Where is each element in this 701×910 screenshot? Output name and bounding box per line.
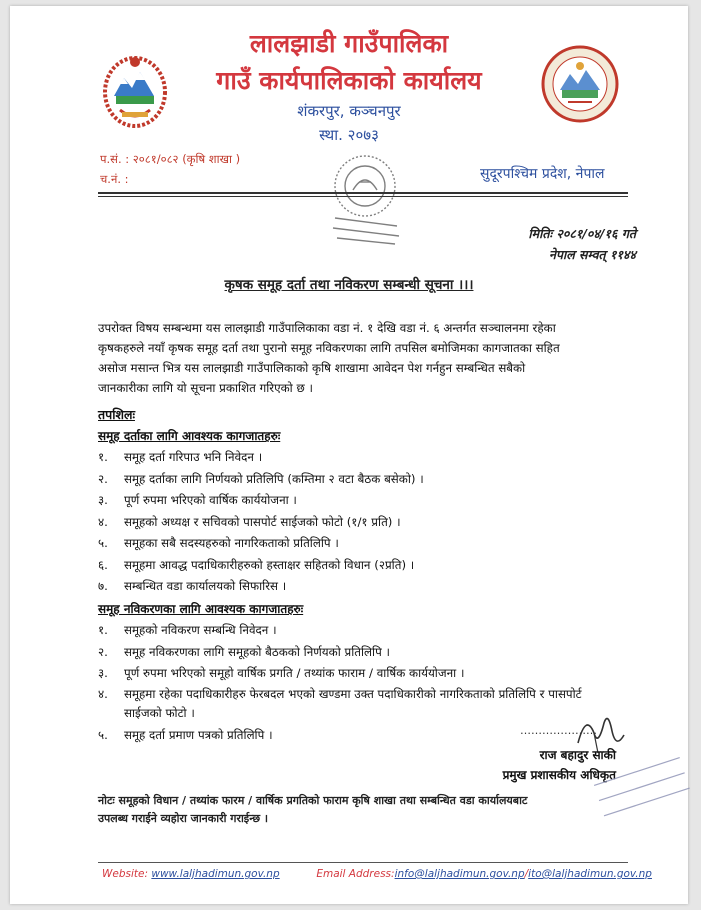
list-item: ४. समूहको अध्यक्ष र सचिवको पासपोर्ट साईजको फोटो (१/१ प्रति) । (98, 514, 401, 529)
email-link-ito[interactable]: ito@laljhadimun.gov.np (528, 868, 652, 880)
list-item: ५. समूह दर्ता प्रमाण पत्रको प्रतिलिपि । (98, 727, 273, 742)
date-miti: मितिः २०८१/०४/१६ गते (528, 226, 636, 241)
reference-number: प.सं. : २०८१/०८२ (कृषि शाखा ) (100, 152, 241, 166)
note-text (98, 792, 638, 828)
list-item: २. समूह नविकरणका लागि समूहको बैठकको निर्णयको प्रतिलिपि । (98, 644, 391, 659)
signature-line: ………………… (520, 724, 597, 737)
list-item: ४. समूहमा रहेका पदाधिकारीहरु फेरबदल भएको खण्डमा उक्त पदाधिकारीको नागरिकताको प्रतिलिपि र पासपोर्ट साईजको फोटो । (98, 686, 582, 720)
office-address: शंकरपुर, कञ्चनपुर (297, 102, 401, 120)
date-nepal-samvat: नेपाल सम्वत् ११४४ (548, 247, 636, 262)
email-label: Email Address: (316, 868, 395, 880)
body-line: जानकारीका लागि यो सूचना प्रकाशित गरिएको छ । (98, 381, 313, 395)
list-item: ५. समूहका सबै सदस्यहरुको नागरिकताको प्रतिलिपि । (98, 536, 339, 550)
note-line: नोटः समूहको विधान / तथ्यांक फारम / वार्षिक प्रगतिको फाराम कृषि शाखा तथा सम्बन्धित वडा कार्यालयबाट (98, 794, 528, 807)
province-label: सुदूरपश्चिम प्रदेश, नेपाल (480, 166, 605, 182)
email-link-info[interactable]: info@laljhadimun.gov.np (394, 868, 525, 880)
notice-subject: कृषक समूह दर्ता तथा नविकरण सम्बन्धी सूचना ।।। (224, 277, 474, 293)
tapasil-heading: तपशिलः (98, 407, 135, 422)
list-item: २. समूह दर्ताका लागि निर्णयको प्रतिलिपि (कम्तिमा २ वटा बैठक बसेको) । (98, 471, 424, 486)
email-separator: / (524, 868, 529, 880)
note-line: उपलब्ध गराईने व्यहोरा जानकारी गराईन्छ । (98, 812, 269, 825)
office-name: लालझाडी गाउँपालिका (249, 29, 449, 58)
body-line: असोज मसान्त भित्र यस लालझाडी गाउँपालिकाको कृषि शाखामा आवेदन पेश गर्नहुन सम्बन्धित सबैको (98, 361, 526, 375)
renewal-heading: समूह नविकरणका लागि आवश्यक कागजातहरुः (98, 602, 304, 616)
signatory-name: राज बहादुर साकी (539, 748, 616, 762)
notice-page (10, 6, 688, 904)
office-subtitle: गाउँ कार्यपालिकाको कार्यालय (216, 66, 482, 95)
header-divider-thin (98, 196, 628, 197)
footer (102, 868, 652, 880)
notice-body (98, 318, 626, 398)
registration-heading: समूह दर्ताका लागि आवश्यक कागजातहरुः (98, 429, 281, 443)
registration-list (98, 447, 618, 598)
list-item: ३. पूर्ण रुपमा भरिएको समूहो वार्षिक प्रगति / तथ्यांक फाराम / वार्षिक कार्ययोजना । (98, 666, 465, 680)
body-line: उपरोक्त विषय सम्बन्धमा यस लालझाडी गाउँपालिकाका वडा नं. १ देखि वडा नं. ६ अन्तर्गत सञ्चालनमा रहेका (98, 321, 556, 335)
website-label: Website: (102, 868, 152, 880)
footer-divider (98, 862, 628, 863)
website-link[interactable]: www.laljhadimun.gov.np (151, 868, 280, 880)
list-item: ६. समूहमा आवद्ध पदाधिकारीहरुको हस्ताक्षर सहितको विधान (२प्रति) । (98, 557, 415, 572)
list-item: १. समूहको नविकरण सम्बन्धि निवेदन । (98, 623, 277, 637)
signatory-title: प्रमुख प्रशासकीय अधिकृत (502, 768, 616, 782)
list-item: १. समूह दर्ता गरिपाउ भनि निवेदन । (98, 450, 263, 464)
body-line: कृषकहरुले नयाँ कृषक समूह दर्ता तथा पुरानो समूह नविकरणका लागि तपसिल बमोजिमका कागजातका सहित (98, 341, 560, 355)
header-divider (98, 192, 628, 194)
established-year: स्था. २०७३ (319, 126, 379, 144)
dispatch-number: च.नं. : (100, 172, 129, 186)
list-item: ७. सम्बन्धित वडा कार्यालयको सिफारिस । (98, 579, 287, 593)
list-item: ३. पूर्ण रुपमा भरिएको वार्षिक कार्ययोजना । (98, 493, 297, 507)
office-stamp-icon (315, 146, 415, 250)
